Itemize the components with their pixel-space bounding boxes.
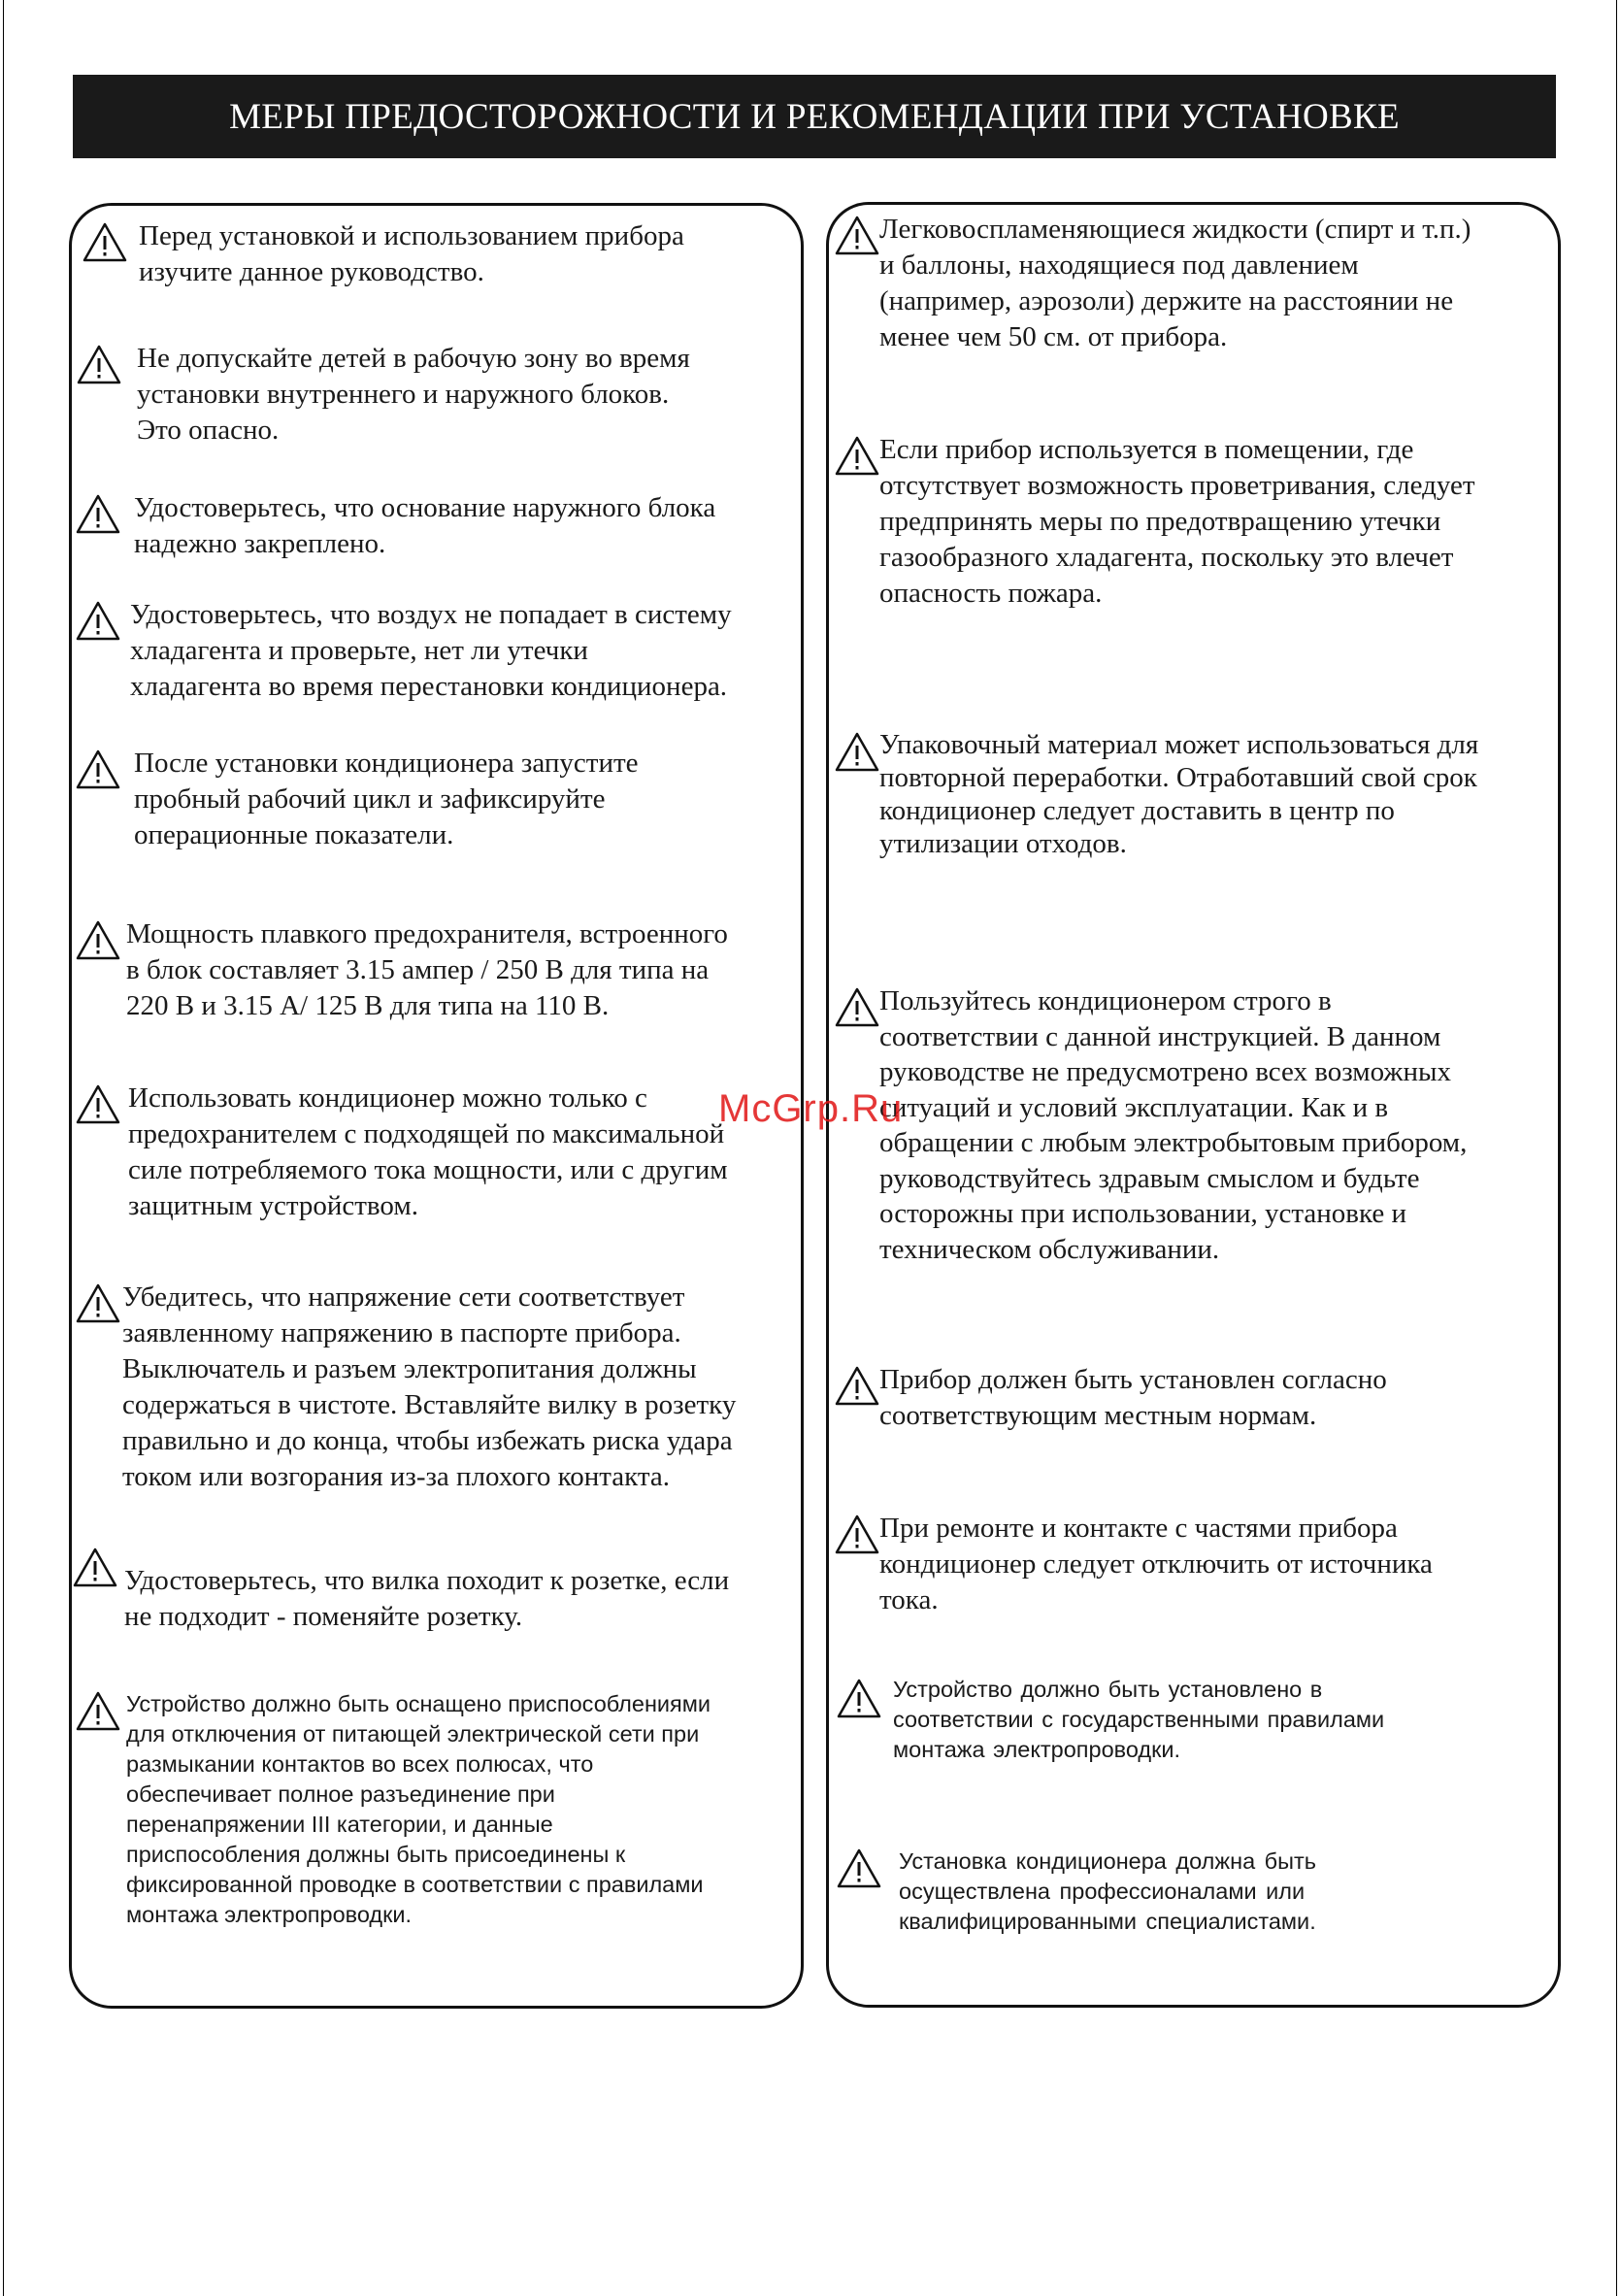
- precaution-text: Перед установкой и использованием прибора изучите данное руководство.: [139, 220, 684, 287]
- precaution-text: Устройство должно быть установлено в соответствии с государственными правилами монтажа электропроводки.: [893, 1677, 1385, 1762]
- precaution-text: При ремонте и контакте с частями прибора кондиционер следует отключить от источника тока.: [879, 1513, 1433, 1615]
- precaution-text: Использовать кондиционер можно только с предохранителем с подходящей по максимальной силе потребляемого тока мощности, или с другим защитным устройством.: [128, 1082, 728, 1221]
- warning-triangle-icon: [835, 215, 879, 255]
- precaution-text: Мощность плавкого предохранителя, встроенного в блок составляет 3.15 ампер / 250 В для типа на 220 В и 3.15 А/ 125 В для типа на 110 В.: [126, 918, 728, 1021]
- precaution-text: Легковоспламеняющиеся жидкости (спирт и т.п.) и баллоны, находящиеся под давлением (например, аэрозоли) держите на расстоянии не менее чем 50 см. от прибора.: [879, 214, 1471, 352]
- warning-triangle-icon: [837, 1847, 881, 1888]
- warning-triangle-icon: [835, 731, 879, 772]
- warning-triangle-icon: [77, 344, 121, 384]
- precaution-text: Удостоверьтесь, что воздух не попадает в систему хладагента и проверьте, нет ли утечки хладагента во время перестановки кондиционера.: [130, 599, 732, 702]
- precaution-text: Пользуйтесь кондиционером строго в соответствии с данной инструкцией. В данном руководстве не предусмотрено всех возможных ситуаций и условий эксплуатации. Как и в обращении с любым электробытовым прибором, руководствуйтесь здравым смыслом и будьте осторожны при использовании, установке и техническом обслуживании.: [879, 985, 1468, 1265]
- warning-triangle-icon: [835, 435, 879, 476]
- precaution-text: После установки кондиционера запустите пробный рабочий цикл и зафиксируйте операционные показатели.: [134, 748, 639, 850]
- precaution-text: Удостоверьтесь, что вилка походит к розетке, если не подходит - поменяйте розетку.: [124, 1565, 730, 1632]
- precaution-text: Если прибор используется в помещении, где отсутствует возможность проветривания, следует предпринять меры по предотвращению утечки газообразного хладагента, поскольку это влечет опасность пожара.: [879, 434, 1475, 609]
- warning-triangle-icon: [76, 600, 120, 641]
- warning-triangle-icon: [835, 1514, 879, 1554]
- warning-triangle-icon: [76, 749, 120, 789]
- page-title-text: МЕРЫ ПРЕДОСТОРОЖНОСТИ И РЕКОМЕНДАЦИИ ПРИ УСТАНОВКЕ: [229, 96, 1400, 137]
- warning-triangle-icon: [76, 1083, 120, 1124]
- precaution-text: Устройство должно быть оснащено приспособлениями для отключения от питающей электрической сети при размыкании контактов во всех полюсах, что обеспечивает полное разъединение при перенапряжении III категории, и данные приспособления должны быть присоединены к фиксированной проводке в соответствии с правилами монтажа электропроводки.: [126, 1691, 711, 1927]
- warning-triangle-icon: [76, 1282, 120, 1323]
- precaution-text: Прибор должен быть установлен согласно соответствующим местным нормам.: [879, 1364, 1387, 1431]
- warning-triangle-icon: [76, 919, 120, 960]
- page-border-right: [1616, 0, 1617, 2296]
- page-border-left: [3, 0, 4, 2296]
- precaution-text: Установка кондиционера должна быть осуществлена профессионалами или квалифицированными специалистами.: [899, 1848, 1317, 1934]
- warning-triangle-icon: [76, 1690, 120, 1731]
- warning-triangle-icon: [837, 1678, 881, 1718]
- page-title: [73, 75, 1556, 158]
- precaution-text: Удостоверьтесь, что основание наружного блока надежно закреплено.: [134, 492, 716, 559]
- precaution-text: Упаковочный материал может использоваться для повторной переработки. Отработавший свой срок кондиционер следует доставить в центр по утилизации отходов.: [879, 729, 1479, 859]
- warning-triangle-icon: [835, 986, 879, 1027]
- warning-triangle-icon: [76, 493, 120, 534]
- precaution-text: Не допускайте детей в рабочую зону во время установки внутреннего и наружного блоков. Это опасно.: [137, 343, 690, 446]
- precaution-text: Убедитесь, что напряжение сети соответствует заявленному напряжению в паспорте прибора. Выключатель и разъем электропитания должны содержаться в чистоте. Вставляйте вилку в розетку правильно и до конца, чтобы избежать риска удара током или возгорания из-за плохого контакта.: [122, 1281, 737, 1492]
- warning-triangle-icon: [73, 1547, 117, 1587]
- watermark-text: McGrp.Ru: [718, 1087, 904, 1130]
- warning-triangle-icon: [835, 1365, 879, 1406]
- warning-triangle-icon: [83, 221, 127, 262]
